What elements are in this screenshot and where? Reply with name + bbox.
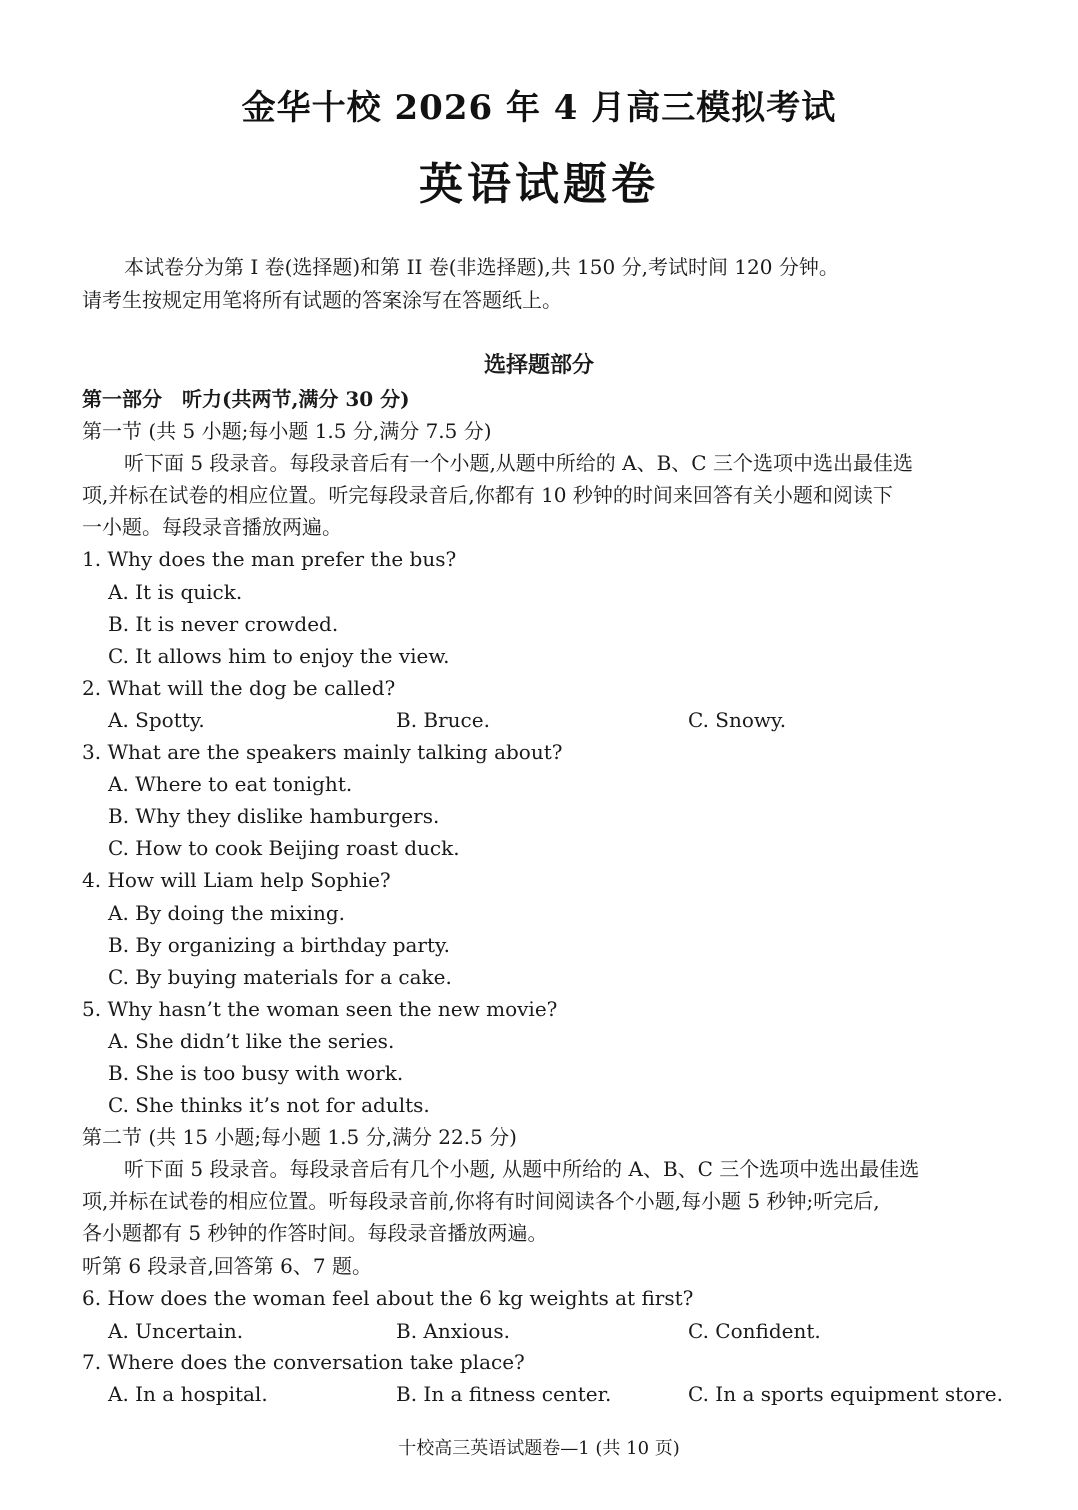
answer-option: C. Confident. [688,1319,821,1343]
answer-option: B. In a fitness center. [396,1382,612,1406]
answer-option: C. She thinks it’s not for adults. [108,1093,430,1117]
instruction-line: 项,并标在试卷的相应位置。听完每段录音后,你都有 10 秒钟的时间来回答有关小题和阅读下 [82,483,893,507]
answer-option: B. It is never crowded. [108,612,339,636]
instruction-line: 各小题都有 5 秒钟的作答时间。每段录音播放两遍。 [82,1221,548,1245]
answer-option: A. In a hospital. [108,1382,268,1406]
answer-option: A. Where to eat tonight. [108,772,353,796]
answer-option: A. She didn’t like the series. [108,1029,395,1053]
answer-option: B. By organizing a birthday party. [108,933,451,957]
answer-option: A. It is quick. [108,580,243,604]
instruction-line: 一小题。每段录音播放两遍。 [82,515,342,539]
subsection-heading: 第一节 (共 5 小题;每小题 1.5 分,满分 7.5 分) [82,419,492,443]
answer-option: B. Why they dislike hamburgers. [108,804,440,828]
answer-option: C. It allows him to enjoy the view. [108,644,450,668]
answer-option: C. How to cook Beijing roast duck. [108,836,460,860]
intro-line: 本试卷分为第 I 卷(选择题)和第 II 卷(非选择题),共 150 分,考试时间 120 分钟。 [124,255,839,279]
question-stem: 6. How does the woman feel about the 6 kg weights at first? [82,1286,694,1310]
answer-option: A. By doing the mixing. [108,901,345,925]
answer-option: C. In a sports equipment store. [688,1382,1003,1406]
answer-option: C. By buying materials for a cake. [108,965,452,989]
page-footer: 十校高三英语试题卷—1 (共 10 页) [398,1438,680,1459]
answer-option: B. Bruce. [396,708,490,732]
answer-option: A. Spotty. [108,708,205,732]
question-stem: 1. Why does the man prefer the bus? [82,547,457,571]
question-stem: 5. Why hasn’t the woman seen the new movie? [82,997,558,1021]
question-stem: 3. What are the speakers mainly talking about? [82,740,563,764]
question-stem: 7. Where does the conversation take place? [82,1350,525,1374]
options-row [108,707,1008,733]
question-stem: 4. How will Liam help Sophie? [82,868,391,892]
options-row [108,1318,1008,1344]
question-stem: 2. What will the dog be called? [82,676,396,700]
answer-option: B. Anxious. [396,1319,510,1343]
answer-option: A. Uncertain. [108,1319,244,1343]
exam-title: 金华十校 2026 年 4 月高三模拟考试 [241,88,837,128]
instruction-line: 项,并标在试卷的相应位置。听每段录音前,你将有时间阅读各个小题,每小题 5 秒钟;听完后, [82,1189,880,1213]
instruction-line: 听下面 5 段录音。每段录音后有一个小题,从题中所给的 A、B、C 三个选项中选出最佳选 [124,451,913,475]
part-heading: 第一部分 听力(共两节,满分 30 分) [82,387,410,411]
intro-line: 请考生按规定用笔将所有试题的答案涂写在答题纸上。 [82,288,562,312]
paper-title: 英语试题卷 [419,159,659,210]
answer-option: B. She is too busy with work. [108,1061,404,1085]
answer-option: C. Snowy. [688,708,787,732]
section-heading: 选择题部分 [483,352,594,378]
options-row [108,1381,1008,1407]
recording-note: 听第 6 段录音,回答第 6、7 题。 [82,1254,372,1278]
instruction-line: 听下面 5 段录音。每段录音后有几个小题, 从题中所给的 A、B、C 三个选项中选出最佳选 [124,1157,920,1181]
subsection-heading: 第二节 (共 15 小题;每小题 1.5 分,满分 22.5 分) [82,1125,517,1149]
